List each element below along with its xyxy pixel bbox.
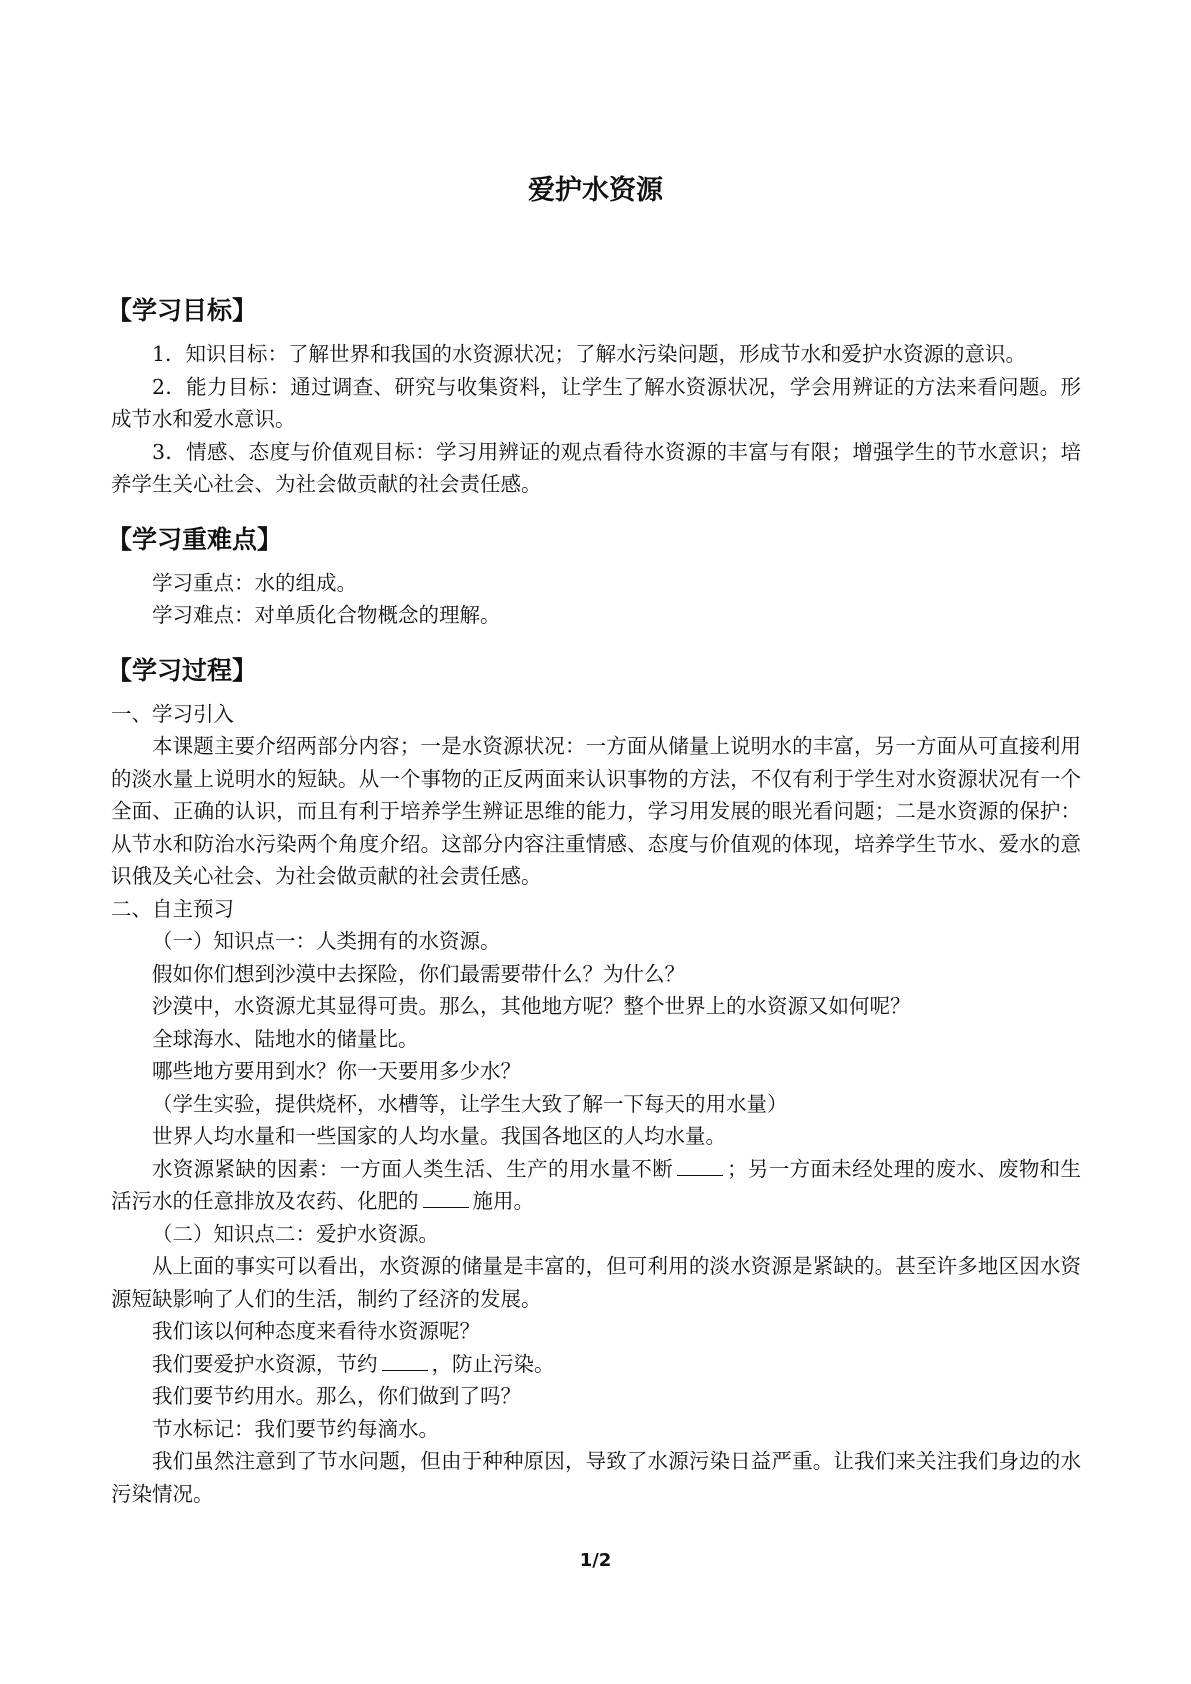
k1-shortage-factors (111, 1153, 1081, 1218)
section-heading-difficulty: 【学习重难点】 (107, 524, 283, 554)
goal-knowledge: 1．知识目标：了解世界和我国的水资源状况；了解水污染问题，形成节水和爱护水资源的意识。 (152, 342, 1027, 366)
goal-emotion: 3．情感、态度与价值观目标：学习用辨证的观点看待水资源的丰富与有限；增强学生的节水意识；培养学生关心社会、为社会做贡献的社会责任感。 (111, 439, 1081, 496)
k1-per-capita: 世界人均水量和一些国家的人均水量。我国各地区的人均水量。 (152, 1124, 726, 1148)
key-point: 学习重点：水的组成。 (152, 570, 357, 595)
fill-blank-2[interactable] (423, 1206, 469, 1208)
k2-water-mark: 节水标记：我们要节约每滴水。 (152, 1416, 439, 1441)
knowledge-point-1: （一）知识点一：人类拥有的水资源。 (152, 929, 501, 953)
knowledge-point-2: （二）知识点二：爱护水资源。 (152, 1221, 439, 1246)
section-heading-process: 【学习过程】 (107, 655, 258, 685)
k1-shortage-text-c: 施用。 (472, 1189, 534, 1213)
k2-protect (111, 1348, 1081, 1381)
k1-experiment: （学生实验，提供烧杯，水槽等，让学生大致了解一下每天的用水量） (152, 1091, 788, 1116)
section-heading-goals: 【学习目标】 (107, 296, 258, 325)
subsection-intro: 一、学习引入 (111, 701, 234, 726)
document-body (107, 294, 1082, 1510)
k2-protect-text-b: ，防止污染。 (431, 1351, 555, 1376)
k2-save-water: 我们要节约用水。那么，你们做到了吗？ (152, 1384, 521, 1408)
k1-question-desert: 假如你们想到沙漠中去探险，你们最需要带什么？为什么？ (152, 961, 685, 986)
k1-question-world: 沙漠中，水资源尤其显得可贵。那么，其他地方呢？整个世界上的水资源又如何呢？ (152, 994, 911, 1018)
intro-paragraph: 本课题主要介绍两部分内容；一是水资源状况：一方面从储量上说明水的丰富，另一方面从可直接利用的淡水量上说明水的短缺。从一个事物的正反两面来认识事物的方法，不仅有利于学生对水资源状况有一个全面、正确的认识，而且有利于培养学生辨证思维的能力，学习用发展的眼光看问题；二是水资源的保护：从节水和防治水污染两个角度介绍。这部分内容注重情感、态度与价值观的体现，培养学生节水、爱水的意识俄及关心社会、为社会做贡献的社会责任感。 (111, 734, 1081, 888)
page-title: 爱护水资源 (528, 175, 663, 206)
goal-ability: 2．能力目标：通过调查、研究与收集资料，让学生了解水资源状况，学会用辨证的方法来看问题。形成节水和爱水意识。 (111, 374, 1081, 431)
k2-pollution: 我们虽然注意到了节水问题，但由于种种原因，导致了水源污染日益严重。让我们来关注我们身边的水污染情况。 (111, 1449, 1081, 1506)
difficult-point: 学习难点：对单质化合物概念的理解。 (152, 603, 501, 627)
page-number: 1/2 (579, 1550, 612, 1571)
k2-attitude-question: 我们该以何种态度来看待水资源呢？ (152, 1319, 480, 1343)
k1-shortage-text-a: 水资源紧缺的因素：一方面人类生活、生产的用水量不断 (152, 1156, 674, 1181)
k1-shortage-text-b: ；另一方面未经处理的废水、废物和生活污水的任意排放及农药、化肥的 (111, 1156, 1082, 1213)
k2-facts: 从上面的事实可以看出，水资源的储量是丰富的，但可利用的淡水资源是紧缺的。甚至许多地区因水资源短缺影响了人们的生活，制约了经济的发展。 (111, 1254, 1081, 1311)
k1-ratio: 全球海水、陆地水的储量比。 (152, 1026, 419, 1051)
k2-protect-text-a: 我们要爱护水资源，节约 (152, 1351, 378, 1376)
k1-usage-question: 哪些地方要用到水？你一天要用多少水？ (152, 1059, 521, 1083)
fill-blank-1[interactable] (677, 1174, 723, 1176)
fill-blank-3[interactable] (382, 1369, 428, 1371)
subsection-preview: 二、自主预习 (111, 896, 234, 921)
